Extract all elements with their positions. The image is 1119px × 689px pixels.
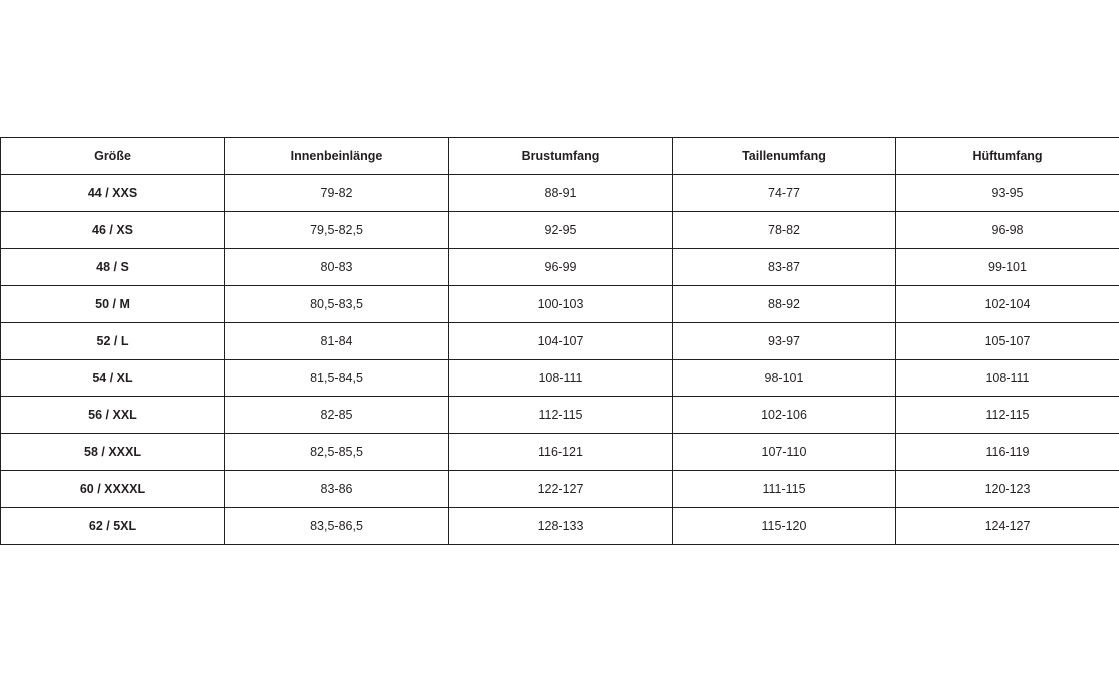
- cell-size: 58 / XXXL: [1, 434, 225, 471]
- cell-hip: 120-123: [896, 471, 1119, 508]
- cell-inseam: 79-82: [225, 175, 449, 212]
- cell-waist: 88-92: [673, 286, 896, 323]
- table-row: [1, 360, 1119, 397]
- size-chart-container: [0, 137, 1119, 545]
- cell-chest: 104-107: [449, 323, 673, 360]
- cell-hip: 108-111: [896, 360, 1119, 397]
- cell-inseam: 83-86: [225, 471, 449, 508]
- cell-waist: 111-115: [673, 471, 896, 508]
- cell-size: 62 / 5XL: [1, 508, 225, 545]
- table-header-row: [1, 138, 1119, 175]
- cell-inseam: 81-84: [225, 323, 449, 360]
- cell-hip: 96-98: [896, 212, 1119, 249]
- cell-inseam: 82,5-85,5: [225, 434, 449, 471]
- cell-chest: 100-103: [449, 286, 673, 323]
- cell-size: 44 / XXS: [1, 175, 225, 212]
- table-row: [1, 175, 1119, 212]
- cell-inseam: 80,5-83,5: [225, 286, 449, 323]
- cell-chest: 108-111: [449, 360, 673, 397]
- cell-chest: 112-115: [449, 397, 673, 434]
- cell-hip: 105-107: [896, 323, 1119, 360]
- cell-size: 52 / L: [1, 323, 225, 360]
- cell-chest: 116-121: [449, 434, 673, 471]
- cell-chest: 88-91: [449, 175, 673, 212]
- cell-inseam: 81,5-84,5: [225, 360, 449, 397]
- cell-waist: 98-101: [673, 360, 896, 397]
- table-row: [1, 212, 1119, 249]
- cell-size: 54 / XL: [1, 360, 225, 397]
- cell-chest: 96-99: [449, 249, 673, 286]
- cell-hip: 124-127: [896, 508, 1119, 545]
- table-row: [1, 249, 1119, 286]
- cell-chest: 128-133: [449, 508, 673, 545]
- column-header-size: Größe: [1, 138, 225, 175]
- cell-inseam: 83,5-86,5: [225, 508, 449, 545]
- column-header-hip: Hüftumfang: [896, 138, 1119, 175]
- table-row: [1, 471, 1119, 508]
- cell-waist: 83-87: [673, 249, 896, 286]
- column-header-chest: Brustumfang: [449, 138, 673, 175]
- cell-size: 48 / S: [1, 249, 225, 286]
- cell-waist: 107-110: [673, 434, 896, 471]
- table-row: [1, 286, 1119, 323]
- column-header-waist: Taillenumfang: [673, 138, 896, 175]
- cell-size: 56 / XXL: [1, 397, 225, 434]
- cell-inseam: 82-85: [225, 397, 449, 434]
- table-row: [1, 323, 1119, 360]
- table-row: [1, 508, 1119, 545]
- cell-inseam: 79,5-82,5: [225, 212, 449, 249]
- cell-waist: 74-77: [673, 175, 896, 212]
- cell-hip: 99-101: [896, 249, 1119, 286]
- cell-size: 50 / M: [1, 286, 225, 323]
- cell-size: 46 / XS: [1, 212, 225, 249]
- cell-inseam: 80-83: [225, 249, 449, 286]
- table-header: [1, 138, 1119, 175]
- table-row: [1, 397, 1119, 434]
- cell-waist: 93-97: [673, 323, 896, 360]
- cell-hip: 112-115: [896, 397, 1119, 434]
- table-row: [1, 434, 1119, 471]
- column-header-inseam: Innenbeinlänge: [225, 138, 449, 175]
- cell-waist: 78-82: [673, 212, 896, 249]
- cell-waist: 102-106: [673, 397, 896, 434]
- cell-waist: 115-120: [673, 508, 896, 545]
- cell-chest: 92-95: [449, 212, 673, 249]
- size-chart-table: [0, 137, 1119, 545]
- cell-chest: 122-127: [449, 471, 673, 508]
- cell-hip: 93-95: [896, 175, 1119, 212]
- table-body: [1, 175, 1119, 545]
- cell-size: 60 / XXXXL: [1, 471, 225, 508]
- cell-hip: 116-119: [896, 434, 1119, 471]
- cell-hip: 102-104: [896, 286, 1119, 323]
